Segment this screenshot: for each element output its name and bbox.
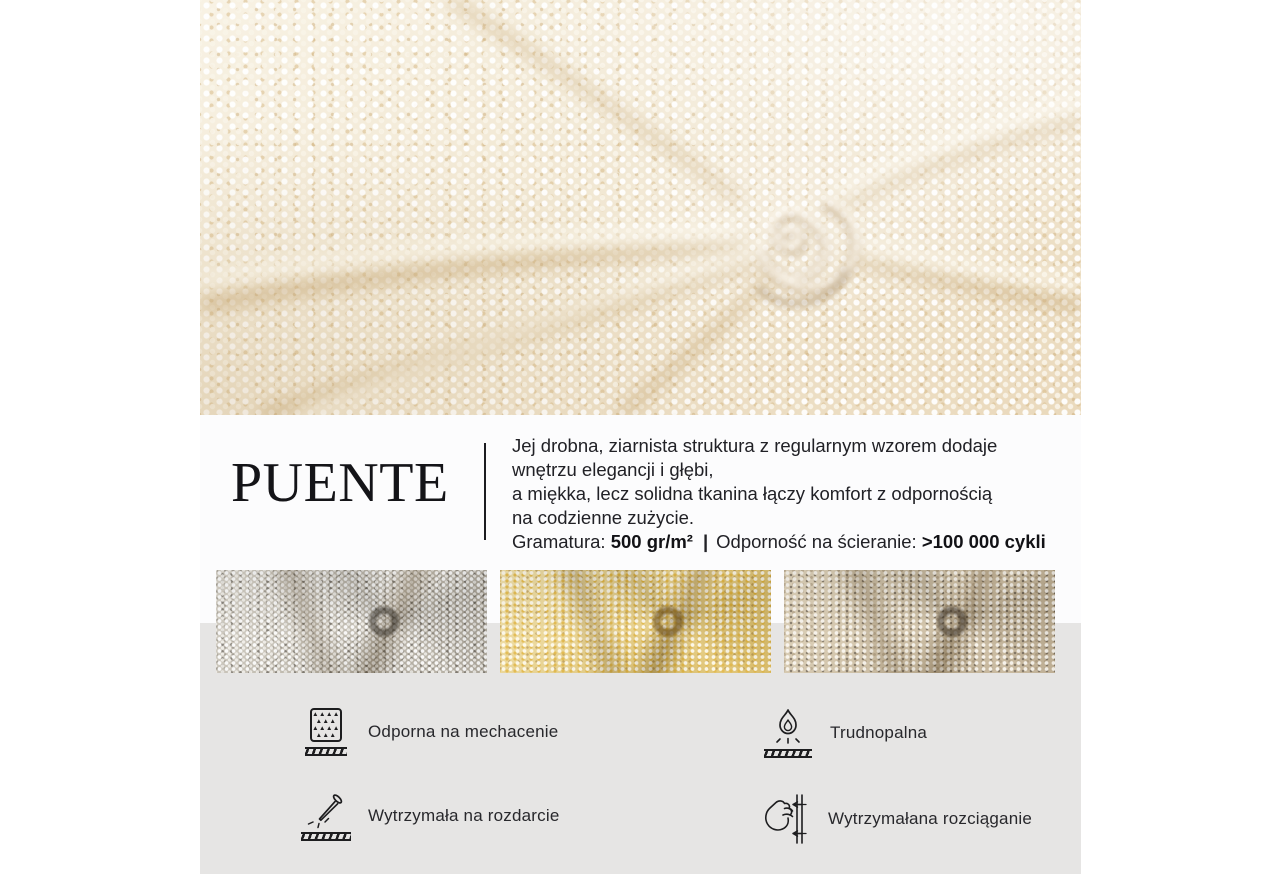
stretch-resistant-icon [760, 793, 812, 845]
pilling-resistant-icon: ▲▲▲▲ ▲▲▲ ▲▲▲▲ ▲▲▲ [300, 708, 352, 756]
hero-fabric-image [200, 0, 1081, 415]
fabric-description [512, 434, 1074, 554]
fabric-swatch-beige[interactable] [784, 570, 1055, 673]
feature-stretch-resistant [760, 793, 1032, 845]
weight-label: Gramatura: [512, 531, 606, 552]
feature-label: Wytrzymałana rozciąganie [828, 809, 1033, 828]
abrasion-value: >100 000 cykli [921, 531, 1046, 552]
tear-resistant-icon [300, 791, 352, 841]
description-line: Jej drobna, ziarnista struktura z regularnym wzorem dodaje [512, 435, 998, 456]
fabric-name-title: PUENTE [231, 452, 449, 514]
abrasion-label: Odporność na ścieranie: [716, 531, 917, 552]
feature-label: Odporna na mechacenie [368, 722, 559, 741]
feature-pilling-resistant [300, 708, 558, 756]
description-line: a miękka, lecz solidna tkanina łączy komfort z odpornością [512, 483, 993, 504]
spec-line [512, 530, 1074, 554]
feature-label: Wytrzymała na rozdarcie [368, 806, 560, 825]
fabric-swatch-yellow[interactable] [500, 570, 771, 673]
weight-value: 500 gr/m² [610, 531, 693, 552]
vertical-divider [484, 443, 486, 540]
fabric-weave-line [305, 747, 347, 756]
fabric-swirl-graphic [200, 0, 1081, 415]
spec-separator: | [702, 531, 709, 552]
fabric-swatch-gray[interactable] [216, 570, 487, 673]
fabric-weave-line [301, 832, 351, 841]
description-line: na codzienne zużycie. [512, 507, 695, 528]
feature-flame-retardant [762, 708, 927, 758]
fabric-weave-line [764, 749, 812, 758]
feature-label: Trudnopalna [830, 723, 928, 742]
description-line: wnętrzu elegancji i głębi, [512, 459, 714, 480]
flame-retardant-icon [762, 708, 814, 758]
feature-tear-resistant [300, 791, 560, 841]
